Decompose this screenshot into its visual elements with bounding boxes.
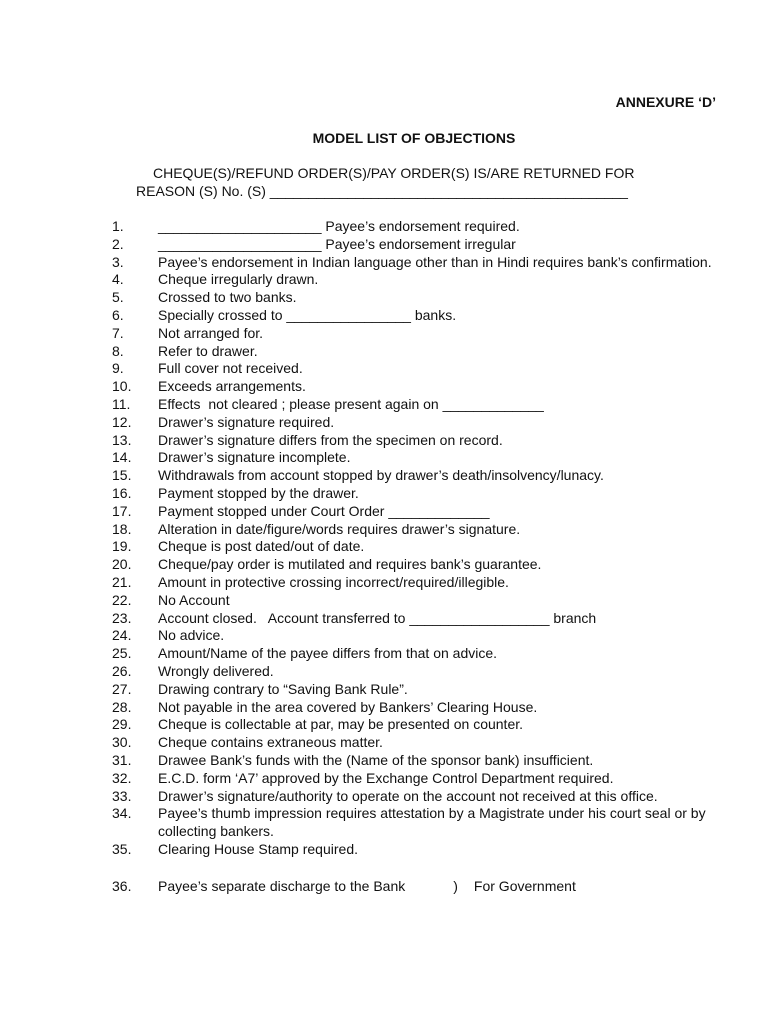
list-item [112,841,722,859]
item-text: Refer to drawer. [158,342,258,359]
item-text: Not payable in the area covered by Bankers’ Clearing House. [158,698,538,715]
item-number: 18. [112,520,132,537]
item-text: Drawer’s signature required. [158,413,335,430]
list-item [112,645,722,663]
list-item [112,485,722,503]
item-number: 15. [112,467,132,484]
item-text: Account closed. Account transferred to __________________ branch [158,609,597,626]
item-number: 1. [112,218,124,234]
item-text: Alteration in date/figure/words requires drawer’s signature. [158,520,521,537]
item-number: 2. [112,235,124,252]
item-text: Cheque/pay order is mutilated and requires bank’s guarantee. [158,556,542,573]
list-item [112,734,722,752]
list-item [112,396,722,414]
item-text: Amount/Name of the payee differs from that on advice. [158,645,498,662]
item-number: 35. [112,840,132,857]
item-number: 27. [112,680,132,697]
list-item [112,289,722,307]
list-item [112,236,722,254]
item-text: Crossed to two banks. [158,289,297,306]
item-number: 5. [112,289,124,306]
list-item [112,788,722,806]
item-text: Payee’s endorsement in Indian language other than in Hindi requires bank’s confirmation. [158,253,712,270]
list-item [112,271,722,289]
item-number: 26. [112,662,132,679]
list-item [112,467,722,485]
item-text: Drawee Bank’s funds with the (Name of the sponsor bank) insufficient. [158,751,594,768]
item-text: _____________________ Payee’s endorsement irregular [158,235,516,252]
annexure-label: ANNEXURE ‘D’ [615,94,716,110]
item-text: _____________________ Payee’s endorsement required. [158,218,520,234]
intro-line-1: CHEQUE(S)/REFUND ORDER(S)/PAY ORDER(S) IS/ARE RETURNED FOR [153,165,635,181]
item-text: Cheque is collectable at par, may be presented on counter. [158,716,524,733]
item-number: 17. [112,502,132,519]
item-number: 20. [112,556,132,573]
list-item [112,503,722,521]
list-item [112,574,722,592]
item-note: For Government [473,877,576,894]
item-number: 23. [112,609,132,626]
item-number: 3. [112,253,124,270]
item-text: Wrongly delivered. [158,662,274,679]
item-number: 34. [112,805,132,822]
item-number: 33. [112,787,132,804]
list-item [112,878,722,896]
item-text: No advice. [158,627,225,644]
bracket: ) [453,877,458,894]
item-number: 30. [112,734,132,751]
item-text: Drawer’s signature incomplete. [158,449,351,466]
objections-list [112,218,722,895]
item-number: 24. [112,627,132,644]
item-number: 13. [112,431,132,448]
item-number: 4. [112,271,124,288]
item-number: 28. [112,698,132,715]
list-item [112,307,722,325]
item-text: Payee’s thumb impression requires attestation by a Magistrate under his court seal or by collecting bankers. [158,805,710,840]
list-item [112,414,722,432]
item-text: No Account [158,591,230,608]
list-item [112,254,722,272]
item-text: Cheque contains extraneous matter. [158,734,383,751]
item-text: E.C.D. form ‘A7’ approved by the Exchange Control Department required. [158,769,614,786]
list-item [112,663,722,681]
list-item [112,378,722,396]
item-number: 22. [112,591,132,608]
list-item [112,592,722,610]
item-text: Drawer’s signature/authority to operate on the account not received at this office. [158,787,658,804]
list-item [112,699,722,717]
item-number: 14. [112,449,132,466]
item-text: Full cover not received. [158,360,303,377]
list-item [112,716,722,734]
list-item [112,343,722,361]
item-text: Drawer’s signature differs from the specimen on record. [158,431,503,448]
item-text: Payment stopped under Court Order _____________ [158,502,490,519]
item-number: 7. [112,324,124,341]
intro-line-2: REASON (S) No. (S) ______________________________________________ [136,183,628,199]
list-item [112,360,722,378]
item-number: 12. [112,413,132,430]
item-text: Cheque irregularly drawn. [158,271,319,288]
item-text: Withdrawals from account stopped by drawer’s death/insolvency/lunacy. [158,467,604,484]
item-number: 11. [112,395,131,412]
list-item [112,627,722,645]
item-number: 19. [112,538,132,555]
list-item [112,556,722,574]
item-number: 25. [112,645,132,662]
item-number: 36. [112,877,132,894]
item-number: 8. [112,342,124,359]
item-text: Exceeds arrangements. [158,378,306,395]
list-item [112,805,722,841]
item-number: 6. [112,306,124,323]
item-text: Effects not cleared ; please present again on _____________ [158,395,544,412]
list-item [112,521,722,539]
item-text: Clearing House Stamp required. [158,840,358,857]
item-number: 16. [112,484,132,501]
item-number: 9. [112,360,124,377]
list-item [112,610,722,628]
list-item [112,432,722,450]
list-item [112,681,722,699]
item-number: 32. [112,769,132,786]
item-number: 10. [112,378,132,395]
item-text: Not arranged for. [158,324,264,341]
item-number: 29. [112,716,132,733]
item-text: Drawing contrary to “Saving Bank Rule”. [158,680,408,697]
item-text [158,878,722,896]
intro-text [136,164,696,200]
list-item [112,538,722,556]
list-item [112,770,722,788]
item-main-text: Payee’s separate discharge to the Bank [158,877,406,894]
item-text: Amount in protective crossing incorrect/required/illegible. [158,573,509,590]
list-item [112,218,722,236]
item-number: 31. [112,751,132,768]
list-item [112,449,722,467]
page-title: MODEL LIST OF OBJECTIONS [312,130,516,146]
item-text: Cheque is post dated/out of date. [158,538,365,555]
list-item [112,325,722,343]
item-text: Specially crossed to ________________ banks. [158,306,457,323]
item-text: Payment stopped by the drawer. [158,484,359,501]
list-item [112,752,722,770]
item-number: 21. [112,573,132,590]
